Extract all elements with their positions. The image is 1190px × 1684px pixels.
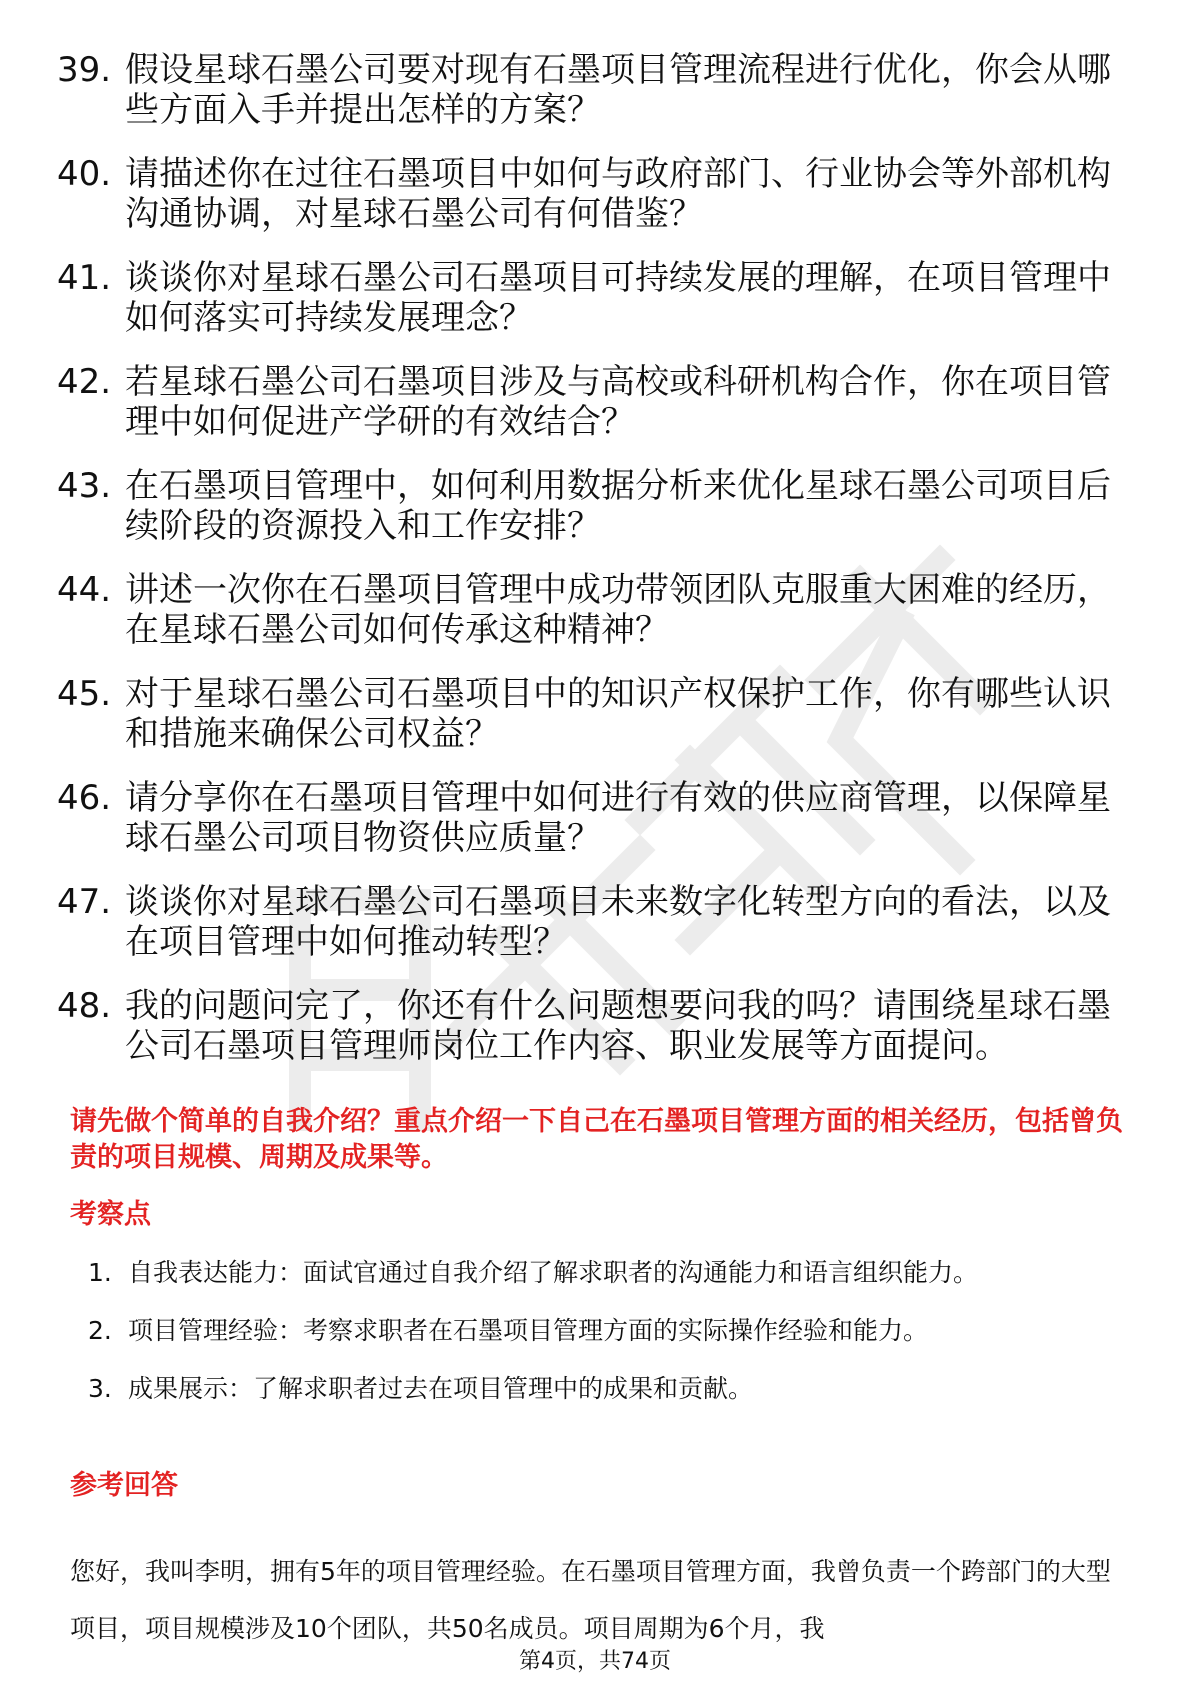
question-item	[57, 258, 1137, 338]
question-number: 41.	[57, 258, 112, 298]
assessment-point	[88, 1373, 1128, 1405]
question-text: 请描述你在过往石墨项目中如何与政府部门、行业协会等外部机构沟通协调，对星球石墨公司有何借鉴？	[125, 154, 1111, 234]
question-item	[57, 466, 1137, 546]
question-text: 谈谈你对星球石墨公司石墨项目未来数字化转型方向的看法，以及在项目管理中如何推动转型？	[125, 882, 1111, 962]
question-item	[57, 882, 1137, 962]
question-item	[57, 986, 1137, 1066]
question-item	[57, 50, 1137, 130]
question-item	[57, 674, 1137, 754]
question-text: 谈谈你对星球石墨公司石墨项目可持续发展的理解，在项目管理中如何落实可持续发展理念？	[125, 258, 1111, 338]
point-text: 成果展示：了解求职者过去在项目管理中的成果和贡献。	[128, 1374, 754, 1403]
reference-answer-heading: 参考回答	[70, 1470, 178, 1501]
assessment-points-list	[88, 1257, 1128, 1431]
question-text: 我的问题问完了，你还有什么问题想要问我的吗？请围绕星球石墨公司石墨项目管理师岗位工作内容、职业发展等方面提问。	[125, 986, 1111, 1066]
question-text: 假设星球石墨公司要对现有石墨项目管理流程进行优化，你会从哪些方面入手并提出怎样的方案？	[125, 50, 1111, 130]
point-number: 2.	[88, 1316, 112, 1345]
question-number: 44.	[57, 570, 112, 610]
question-item	[57, 778, 1137, 858]
question-item	[57, 362, 1137, 442]
question-number: 42.	[57, 362, 112, 402]
page-number-footer: 第4页，共74页	[519, 1649, 671, 1674]
question-number: 39.	[57, 50, 112, 90]
reference-answer-text: 您好，我叫李明，拥有5年的项目管理经验。在石墨项目管理方面，我曾负责一个跨部门的大型项目，项目规模涉及10个团队，共50名成员。项目周期为6个月，我	[70, 1557, 1111, 1643]
point-number: 3.	[88, 1374, 112, 1403]
question-text: 讲述一次你在石墨项目管理中成功带领团队克服重大困难的经历，在星球石墨公司如何传承这种精神？	[125, 570, 1111, 650]
question-number: 47.	[57, 882, 112, 922]
question-number: 48.	[57, 986, 112, 1026]
question-number: 45.	[57, 674, 112, 714]
question-item	[57, 154, 1137, 234]
question-text: 请分享你在石墨项目管理中如何进行有效的供应商管理，以保障星球石墨公司项目物资供应质量？	[125, 778, 1111, 858]
question-text: 若星球石墨公司石墨项目涉及与高校或科研机构合作，你在项目管理中如何促进产学研的有效结合？	[125, 362, 1111, 442]
point-text: 项目管理经验：考察求职者在石墨项目管理方面的实际操作经验和能力。	[128, 1316, 929, 1345]
question-text: 在石墨项目管理中，如何利用数据分析来优化星球石墨公司项目后续阶段的资源投入和工作安排？	[125, 466, 1111, 546]
point-text: 自我表达能力：面试官通过自我介绍了解求职者的沟通能力和语言组织能力。	[128, 1258, 979, 1287]
question-number: 40.	[57, 154, 112, 194]
assessment-point	[88, 1315, 1128, 1347]
assessment-points-heading: 考察点	[70, 1199, 151, 1230]
question-text: 对于星球石墨公司石墨项目中的知识产权保护工作，你有哪些认识和措施来确保公司权益？	[125, 674, 1111, 754]
assessment-point	[88, 1257, 1128, 1289]
question-item	[57, 570, 1137, 650]
question-list	[57, 50, 1137, 1090]
intro-question: 请先做个简单的自我介绍？重点介绍一下自己在石墨项目管理方面的相关经历，包括曾负责的项目规模、周期及成果等。	[70, 1106, 1123, 1173]
point-number: 1.	[88, 1258, 112, 1287]
question-number: 46.	[57, 778, 112, 818]
question-number: 43.	[57, 466, 112, 506]
